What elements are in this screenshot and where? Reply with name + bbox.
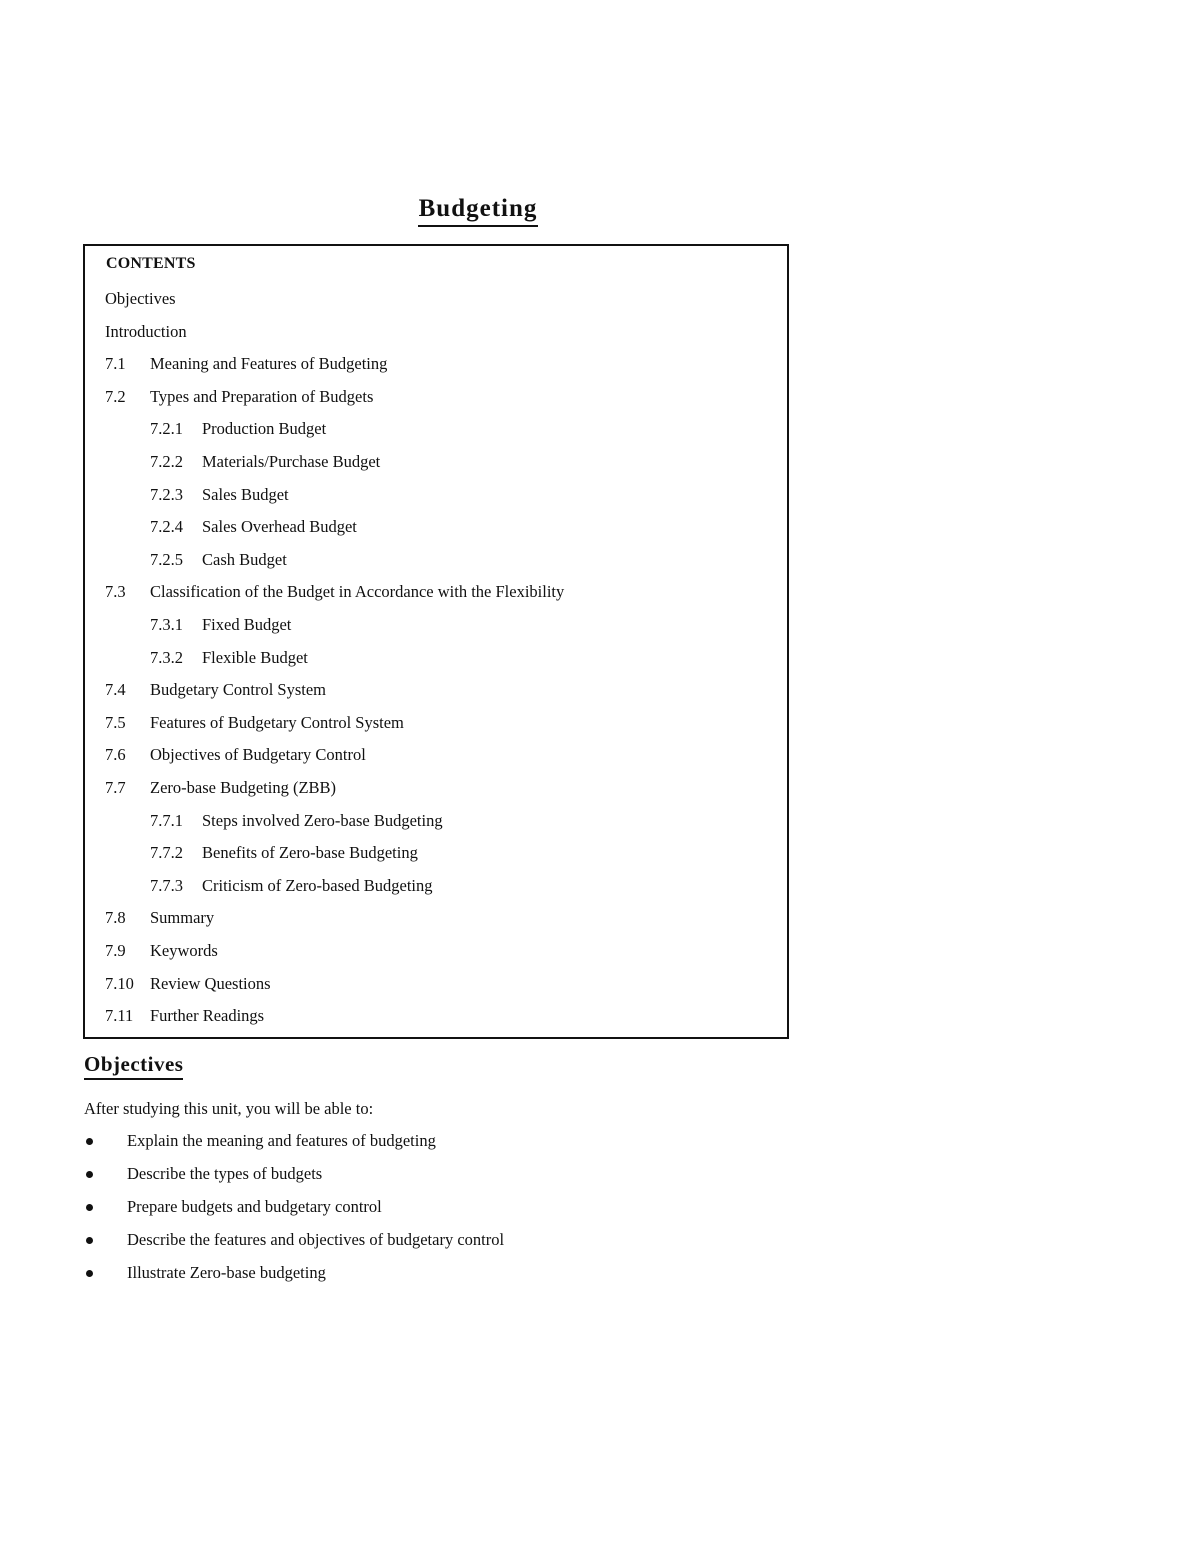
bullet-icon (86, 1237, 93, 1244)
toc-item-number: 7.3 (105, 582, 126, 602)
toc-item-number: 7.2.5 (150, 549, 183, 569)
toc-item-label: Benefits of Zero-base Budgeting (202, 843, 418, 863)
toc-item-label: Objectives (105, 289, 176, 308)
list-item (84, 1263, 784, 1285)
toc-item-number: 7.2.3 (150, 484, 183, 504)
list-item (84, 1197, 784, 1219)
list-item-text: Prepare budgets and budgetary control (127, 1197, 382, 1216)
list-item-text: Illustrate Zero-base budgeting (127, 1263, 326, 1282)
list-item-text: Describe the types of budgets (127, 1164, 323, 1183)
toc-item-label: Sales Budget (202, 484, 289, 504)
toc-item-label: Materials/Purchase Budget (202, 452, 381, 471)
toc-item-number: 7.7 (105, 778, 126, 797)
toc-item-label: Cash Budget (202, 549, 287, 569)
objectives-heading-text: Objectives (84, 1051, 183, 1080)
toc-item-label: Budgetary Control System (150, 680, 326, 700)
bullet-icon (86, 1204, 93, 1211)
page-title-text: Budgeting (418, 194, 539, 227)
toc-item-number: 7.2 (105, 386, 126, 406)
list-item-text: Explain the meaning and features of budgeting (127, 1131, 436, 1150)
toc-item-label: Further Readings (150, 1006, 265, 1026)
toc-item-label: Summary (150, 908, 215, 928)
toc-item-number: 7.5 (105, 712, 126, 732)
bullet-icon (86, 1138, 93, 1145)
list-item (84, 1164, 784, 1186)
toc-item-number: 7.2.1 (150, 419, 183, 439)
toc-item-number: 7.3.1 (150, 615, 183, 634)
toc-item-label: Classification of the Budget in Accordance with the Flexibility (150, 582, 565, 602)
toc-item-label: Zero-base Budgeting (ZBB) (150, 778, 337, 797)
toc-item-number: 7.3.2 (150, 647, 183, 667)
toc-item-label: Flexible Budget (202, 647, 308, 667)
bullet-icon (86, 1270, 93, 1277)
toc-item-number: 7.2.2 (150, 452, 183, 471)
toc-item-number: 7.10 (105, 973, 134, 993)
toc-item-label: Review Questions (150, 973, 271, 993)
toc-item-label: Production Budget (202, 419, 327, 439)
list-item (84, 1230, 784, 1252)
toc-item-number: 7.6 (105, 745, 126, 765)
list-item-text: Describe the features and objectives of budgetary control (127, 1230, 505, 1249)
toc-item-label: Sales Overhead Budget (202, 517, 357, 537)
toc-item-label: Keywords (150, 941, 218, 960)
list-item (84, 1131, 784, 1153)
page-title (0, 194, 956, 227)
toc-item-number: 7.9 (105, 941, 126, 960)
bullet-icon (86, 1171, 93, 1178)
objectives-intro: After studying this unit, you will be able to: (84, 1099, 374, 1118)
toc-item-number: 7.7.2 (150, 843, 183, 863)
toc-item-number: 7.7.1 (150, 810, 183, 830)
toc-item-label: Meaning and Features of Budgeting (150, 354, 388, 374)
toc-item-number: 7.11 (105, 1006, 134, 1026)
toc-item-label: Fixed Budget (202, 615, 292, 634)
toc-item-number: 7.8 (105, 908, 126, 928)
toc-item-label: Objectives of Budgetary Control (150, 745, 366, 765)
contents-heading: CONTENTS (106, 255, 196, 272)
toc-item-label: Types and Preparation of Budgets (150, 386, 374, 406)
toc-item-label: Steps involved Zero-base Budgeting (202, 810, 443, 830)
toc-item-number: 7.1 (105, 354, 126, 374)
toc-item-number: 7.7.3 (150, 875, 183, 895)
toc-item-number: 7.2.4 (150, 517, 183, 537)
toc-item-label: Introduction (105, 321, 187, 341)
objectives-heading (84, 1051, 183, 1080)
toc-item-label: Features of Budgetary Control System (150, 712, 404, 732)
toc-item-label: Criticism of Zero-based Budgeting (202, 875, 433, 895)
toc-item-number: 7.4 (105, 680, 126, 700)
